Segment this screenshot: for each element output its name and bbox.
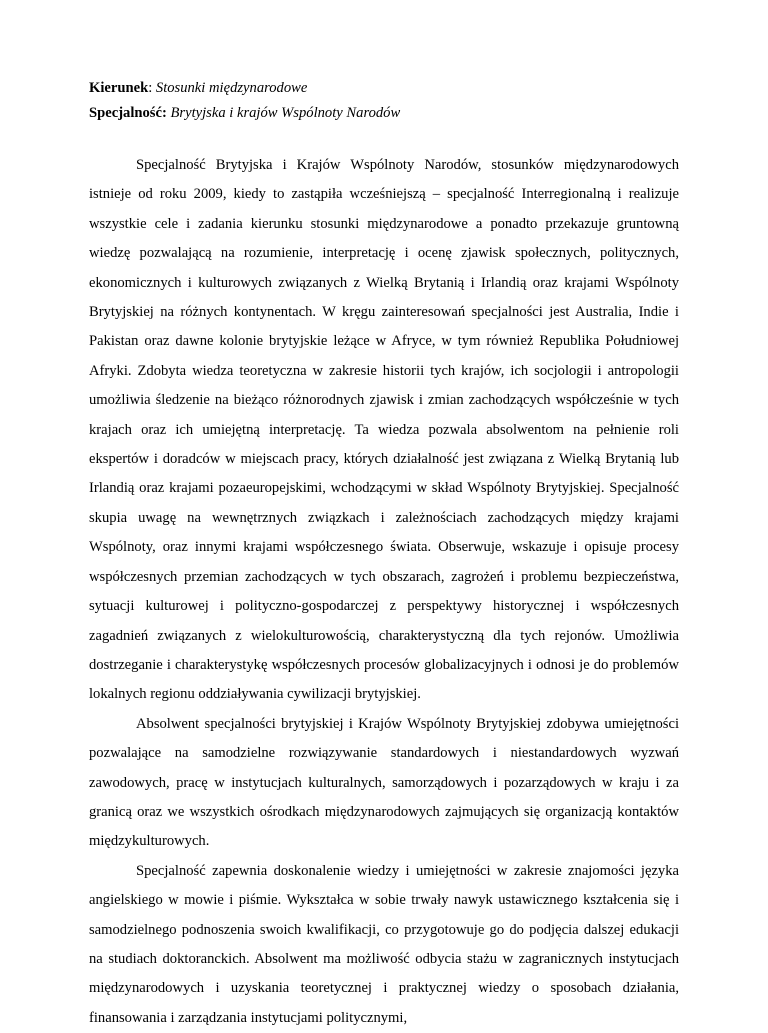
document-body	[89, 151, 679, 1033]
field-of-study-label: Kierunek	[89, 80, 149, 96]
paragraph-language-training: Specjalność zapewnia doskonalenie wiedzy i umiejętności w zakresie znajomości języka angielskiego w mowie i piśmie. Wykształca w sobie trwały nawyk ustawicznego kształcenia się i samodzielnego podnoszenia swoich kwalifikacji, co przygotowuje go do podjęcia dalszej edukacji na studiach doktoranckich. Absolwent ma możliwość odbycia stażu w zagranicznych instytucjach międzynarodowych i uzyskania teoretycznej i praktycznej wiedzy o sposobach działania, finansowania i zarządzania instytucjami politycznymi,	[89, 862, 679, 1026]
field-of-study-value: Stosunki międzynarodowe	[155, 80, 308, 96]
paragraph-graduate-skills: Absolwent specjalności brytyjskiej i Krajów Wspólnoty Brytyjskiej zdobywa umiejętności pozwalające na samodzielne rozwiązywanie standardowych i niestandardowych wyzwań zawodowych, pracę w instytucjach kulturalnych, samorządowych i pozarządowych w kraju i za granicą oraz we wszystkich ośrodkach międzynarodowych zajmujących się organizacją kontaktów międzykulturowych.	[89, 715, 679, 850]
field-of-study-separator: :	[148, 80, 156, 96]
specialization-line	[89, 101, 679, 126]
paragraph-overview: Specjalność Brytyjska i Krajów Wspólnoty Narodów, stosunków międzynarodowych istnieje od roku 2009, kiedy to zastąpiła wcześniejszą – specjalność Interregionalną i realizuje wszystkie cele i zadania kierunku stosunki międzynarodowe a ponadto przekazuje gruntowną wiedzę pozwalającą na rozumienie, interpretację i ocenę zjawisk społecznych, politycznych, ekonomicznych i kulturowych związanych z Wielką Brytanią i Irlandią oraz krajami Wspólnoty Brytyjskiej na różnych kontynentach. W kręgu zainteresowań specjalności jest Australia, Indie i Pakistan oraz dawne kolonie brytyjskie leżące w Afryce, w tym również Republika Południowej Afryki. Zdobyta wiedza teoretyczna w zakresie historii tych krajów, ich socjologii i antropologii umożliwia śledzenie na bieżąco różnorodnych zjawisk i zmian zachodzących współcześnie w tych krajach oraz ich umiejętną interpretację. Ta wiedza pozwala absolwentom na pełnienie roli ekspertów i doradców w miejscach pracy, których działalność jest związana z Wielką Brytanią lub Irlandią oraz krajami pozaeuropejskimi, wchodzącymi w skład Wspólnoty Brytyjskiej. Specjalność skupia uwagę na wewnętrznych związkach i zależnościach zachodzących między krajami Wspólnoty, oraz innymi krajami współczesnego świata. Obserwuje, wskazuje i opisuje procesy współczesnych przemian zachodzących w tych obszarach, zagrożeń i problemu bezpieczeństwa, sytuacji kulturowej i polityczno-gospodarczej z perspektywy historycznej i współczesnych zagadnień związanych z wielokulturowością, charakterystyczną dla tych rejonów. Umożliwia dostrzeganie i charakterystykę współczesnych procesów globalizacyjnych i odnosi je do problemów lokalnych regionu oddziaływania cywilizacji brytyjskiej.	[89, 157, 679, 703]
specialization-value: Brytyjska i krajów Wspólnoty Narodów	[170, 105, 401, 121]
field-of-study-line	[89, 76, 679, 101]
document-page	[89, 76, 679, 1033]
specialization-label: Specjalność:	[89, 105, 167, 121]
